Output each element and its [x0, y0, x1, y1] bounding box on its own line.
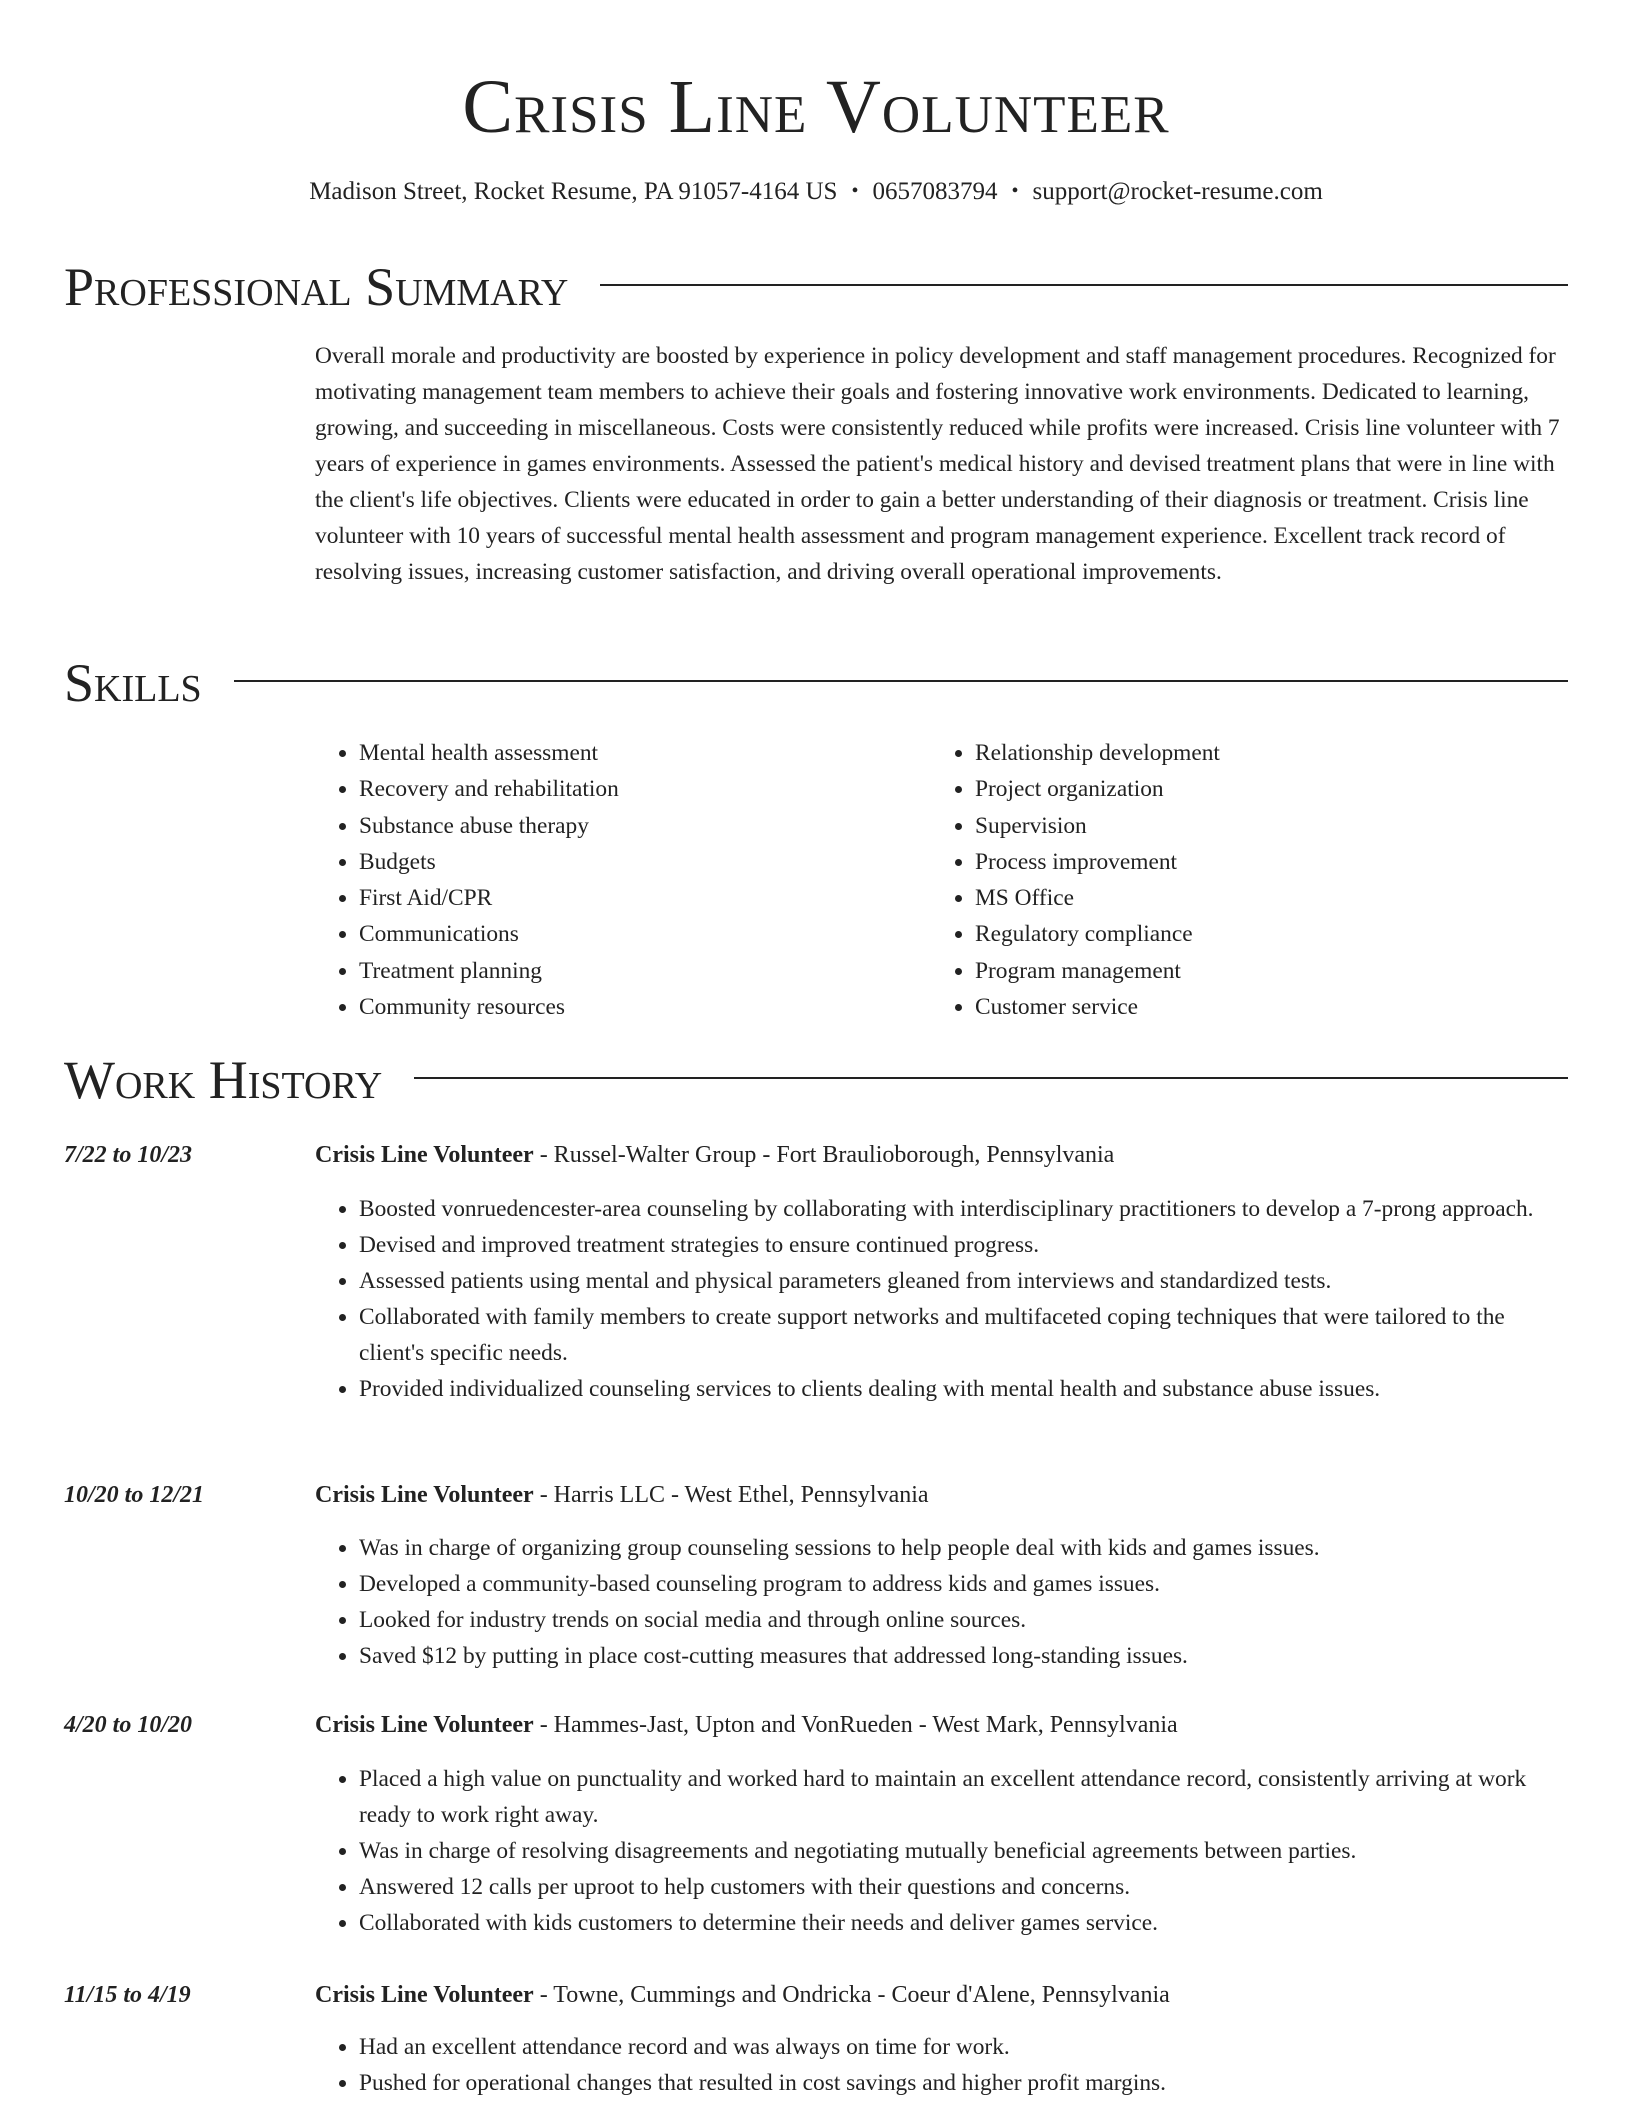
skill-item: • Communications — [359, 916, 931, 952]
skills-section-title: Skills — [64, 653, 202, 713]
job-bullet: • Collaborated with kids customers to determine their needs and deliver games service. — [359, 1905, 1566, 1941]
skill-item: • Community resources — [359, 989, 931, 1025]
candidate-name: Crisis Line Volunteer — [462, 65, 1170, 149]
skill-item: • MS Office — [975, 880, 1547, 916]
skill-item: • Mental health assessment — [359, 735, 931, 771]
job-bullet: • Collaborated with family members to create support networks and multifaceted coping techniques that were tailored to the client's specific needs. — [359, 1299, 1566, 1371]
skill-item: • Relationship development — [975, 735, 1547, 771]
skill-item: • Treatment planning — [359, 953, 931, 989]
job-role: Crisis Line Volunteer — [315, 1142, 534, 1168]
skill-item: • Substance abuse therapy — [359, 808, 931, 844]
job-bullets — [315, 1191, 1566, 1407]
job-dates: 7/22 to 10/23 — [64, 1142, 193, 1168]
job-bullet: • Had an excellent attendance record and was always on time for work. — [359, 2029, 1566, 2065]
contact-phone: 0657083794 — [872, 178, 998, 205]
job-title-line — [315, 1707, 1566, 1743]
summary-section-title: Professional Summary — [64, 257, 569, 317]
job-bullet: • Provided individualized counseling services to clients dealing with mental health and substance abuse issues. — [359, 1371, 1566, 1407]
skill-item: • Regulatory compliance — [975, 916, 1547, 952]
work-section-header — [64, 1048, 1568, 1112]
job-bullets — [315, 1530, 1566, 1674]
job-bullet: • Devised and improved treatment strategies to ensure continued progress. — [359, 1227, 1566, 1263]
skills-column-left — [315, 735, 931, 1025]
job-bullet: • Answered 12 calls per uproot to help customers with their questions and concerns. — [359, 1869, 1566, 1905]
job-bullet: • Placed a high value on punctuality and worked hard to maintain an excellent attendance record, consistently arriving at work ready to work right away. — [359, 1761, 1566, 1833]
summary-section-header — [64, 255, 1568, 319]
job-bullet: • Pushed for operational changes that resulted in cost savings and higher profit margins. — [359, 2065, 1566, 2101]
job-dates: 4/20 to 10/20 — [64, 1712, 193, 1738]
job-employer: - Harris LLC - West Ethel, Pennsylvania — [533, 1482, 929, 1508]
skills-column-right — [931, 735, 1547, 1025]
job-role: Crisis Line Volunteer — [315, 1712, 534, 1738]
section-divider — [600, 284, 1568, 286]
work-section-title: Work History — [64, 1050, 383, 1110]
job-bullet: • Developed a community-based counseling program to address kids and games issues. — [359, 1566, 1566, 1602]
job-bullet: • Assessed patients using mental and physical parameters gleaned from interviews and standardized tests. — [359, 1263, 1566, 1299]
skill-item: • Budgets — [359, 844, 931, 880]
job-title-line — [315, 1977, 1566, 2013]
section-divider — [414, 1077, 1568, 1079]
skills-section-header — [64, 651, 1568, 715]
job-employer: - Towne, Cummings and Ondricka - Coeur d'Alene, Pennsylvania — [533, 1982, 1170, 2008]
summary-text: Overall morale and productivity are boosted by experience in policy development and staff management procedures. Recognized for motivating management team members to achieve their goals and fostering innovative work environments. Dedicated to learning, growing, and succeeding in miscellaneous. Costs were consistently reduced while profits were increased. Crisis line volunteer with 7 years of experience in games environments. Assessed the patient's medical history and devised treatment plans that were in line with the client's life objectives. Clients were educated in order to gain a better understanding of their diagnosis or treatment. Crisis line volunteer with 10 years of successful mental health assessment and program management experience. Excellent track record of resolving issues, increasing customer satisfaction, and driving overall operational improvements. — [315, 343, 1560, 585]
job-bullets — [315, 2029, 1566, 2101]
job-bullet: • Was in charge of organizing group counseling sessions to help people deal with kids and games issues. — [359, 1530, 1566, 1566]
job-role: Crisis Line Volunteer — [315, 1482, 534, 1508]
job-employer: - Russel-Walter Group - Fort Braulioborough, Pennsylvania — [533, 1142, 1115, 1168]
contact-separator: • — [1011, 180, 1019, 202]
skills-list — [315, 735, 1566, 1025]
job-employer: - Hammes-Jast, Upton and VonRueden - West Mark, Pennsylvania — [533, 1712, 1178, 1738]
contact-email: support@rocket-resume.com — [1032, 178, 1323, 205]
job-bullet: • Was in charge of resolving disagreements and negotiating mutually beneficial agreements between parties. — [359, 1833, 1566, 1869]
job-dates: 11/15 to 4/19 — [64, 1982, 191, 2008]
skill-item: • Supervision — [975, 808, 1547, 844]
job-title-line — [315, 1477, 1566, 1513]
skill-item: • Recovery and rehabilitation — [359, 771, 931, 807]
job-title-line — [315, 1137, 1566, 1173]
contact-separator: • — [851, 180, 859, 202]
job-bullets — [315, 1761, 1566, 1941]
skill-item: • Customer service — [975, 989, 1547, 1025]
skill-item: • First Aid/CPR — [359, 880, 931, 916]
skill-item: • Program management — [975, 953, 1547, 989]
job-bullet: • Boosted vonruedencester-area counseling by collaborating with interdisciplinary practitioners to develop a 7-prong approach. — [359, 1191, 1566, 1227]
section-divider — [234, 680, 1568, 682]
contact-address: Madison Street, Rocket Resume, PA 91057-4164 US — [309, 178, 838, 205]
skill-item: • Process improvement — [975, 844, 1547, 880]
skill-item: • Project organization — [975, 771, 1547, 807]
job-role: Crisis Line Volunteer — [315, 1982, 534, 2008]
contact-line — [0, 174, 1632, 211]
job-dates: 10/20 to 12/21 — [64, 1482, 205, 1508]
job-bullet: • Looked for industry trends on social media and through online sources. — [359, 1602, 1566, 1638]
job-bullet: • Saved $12 by putting in place cost-cutting measures that addressed long-standing issues. — [359, 1638, 1566, 1674]
